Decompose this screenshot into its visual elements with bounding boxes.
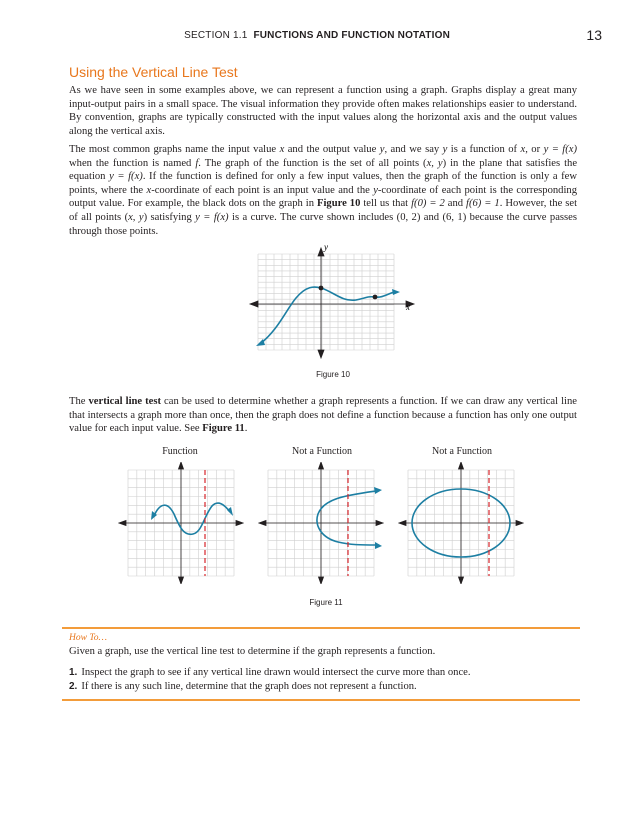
figure10-axes	[250, 248, 414, 358]
graph2-axes	[259, 462, 383, 584]
graph1-axes	[119, 462, 243, 584]
graph3-axes	[399, 462, 523, 584]
y-axis-label: y	[324, 242, 328, 252]
point-0-2	[319, 286, 324, 291]
how-to-box	[62, 627, 580, 701]
figure10-caption: Figure 10	[316, 370, 350, 379]
section-header: SECTION 1.1 FUNCTIONS AND FUNCTION NOTATION	[184, 30, 450, 41]
x-axis-left-arrow	[250, 301, 258, 307]
figure11-graph-function	[118, 462, 244, 584]
figure10-graph	[248, 240, 418, 362]
paragraph-intro: As we have seen in some examples above, we can represent a function using a graph. Graphs display a great many input-output pairs in a small space. The visual information they provide often makes relationships easier to understand. By convention, graphs are typically constructed with the input values along the horizontal axis and the output values along the vertical axis.	[69, 85, 577, 137]
figure10-grid	[258, 254, 394, 350]
parabola-upper-arrow	[374, 487, 382, 494]
figure11-graph-ellipse	[398, 462, 524, 584]
how-to-step: 1. Inspect the graph to see if any vertical line drawn would intersect the curve more than once.	[69, 667, 471, 678]
how-to-label: How To…	[69, 633, 107, 643]
graph-title-function: Function	[162, 446, 198, 457]
paragraph-vertical-line-test: The vertical line test can be used to determine whether a graph represents a function. If we can draw any vertical line that intersects a graph more than once, then the graph does not define a function because a function has only one output value for each input value. See Figure 11.	[69, 396, 577, 435]
page-number: 13	[586, 27, 602, 43]
how-to-lead: Given a graph, use the vertical line test to determine if the graph represents a function.	[69, 646, 436, 657]
vertical-line-test-term: vertical line test	[88, 396, 162, 407]
figure11-caption: Figure 11	[309, 598, 343, 607]
running-header	[0, 27, 630, 46]
x-axis-label: x	[406, 302, 410, 312]
figure10-reference: Figure 10	[317, 198, 361, 210]
sideways-parabola	[317, 491, 376, 545]
graph-title-not-function-2: Not a Function	[432, 446, 492, 457]
paragraph-common-graphs: The most common graphs name the input value x and the output value y, and we say y is a function of x, or y = f(x) when the function is named f. The graph of the function is the set of all points (x, y) in the plane that satisfies the equation y = f(x). If the function is defined for only a few input values, then the graph of the function is only a few points, where the x-coordinate of each point is an input value and the y-coordinate of each point is the corresponding output value. For example, the black dots on the graph in Figure 10 tell us that f(0) = 2 and f(6) = 1. However, the set of all points (x, y) satisfying y = f(x) is a curve. The curve shown includes (0, 2) and (6, 1) because the curve passes through those points.	[69, 144, 578, 237]
section-heading: Using the Vertical Line Test	[69, 64, 238, 80]
graph-title-not-function-1: Not a Function	[292, 446, 352, 457]
how-to-step: 2. If there is any such line, determine that the graph does not represent a function.	[69, 681, 417, 692]
parabola-lower-arrow	[375, 542, 382, 549]
curve-right-arrow	[392, 289, 400, 295]
figure11-graph-parabola	[258, 462, 384, 584]
sine-curve	[154, 503, 230, 534]
point-6-1	[373, 295, 378, 300]
figure11-reference: Figure 11	[202, 423, 245, 435]
y-axis-down-arrow	[318, 350, 324, 358]
